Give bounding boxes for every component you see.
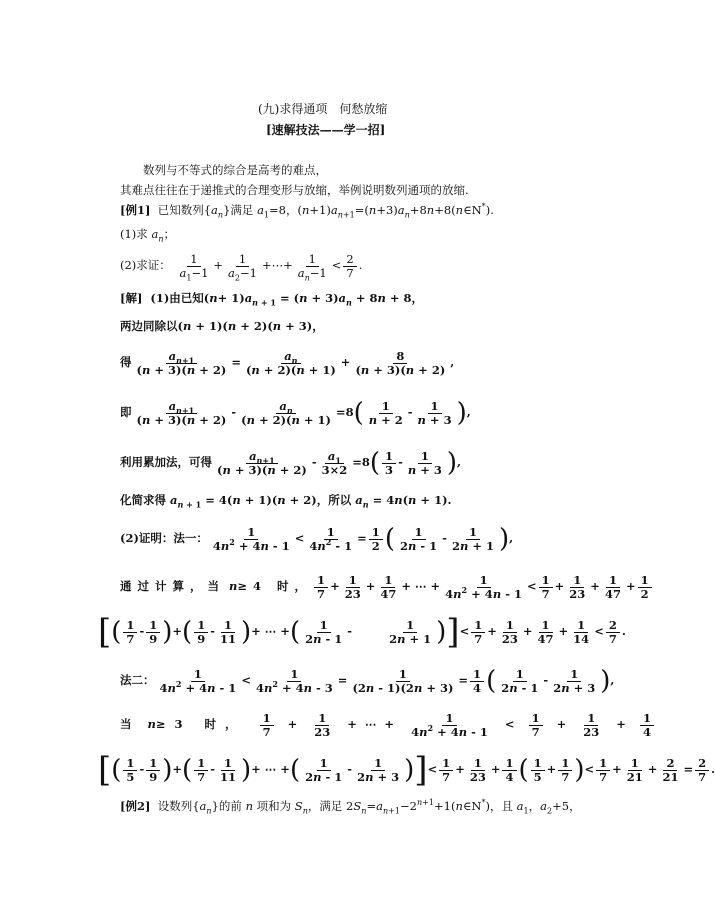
solution-label: [解]: [120, 291, 143, 305]
solution-line-3: 得 $\frac{a_{n+1}}{(n + 3)(n + 2)}$ = $\frac{a_n}{(n + 2)(n + 1)}$ + $\frac{8}{(n + 3)(n + 2)}$ ,: [120, 348, 455, 377]
example2-statement: [例2] 设数列$\{a_n\}$的前 n 项和为 $S_n$，满足 $2S_n=a_{n+1}-2^{n+1}+1(n\in N^*)$，且 $a_1$，$a_2+5$，: [120, 798, 581, 816]
solution-line-8: 通过计算，当 n≥4 时， $\frac{1}{7}$ + $\frac{1}{23}$ + $\frac{1}{47}$ + ⋯ + $\frac{1}{4n^2 + 4n - 1}$ < $\frac{1}{7}$ + $\frac{1}{23}$ + $\frac{1}{47}$ + $\frac{1}{2}$: [120, 570, 654, 602]
question-1: (1)求 $a_n$；: [120, 227, 175, 244]
intro-line-2: 其难点往往在于递推式的合理变形与放缩，举例说明数列通项的放缩.: [120, 183, 469, 197]
example2-label: [例2]: [120, 799, 151, 813]
solution-line-10: 法二： $\frac{1}{4n^2 + 4n - 1}$ < $\frac{1}{4n^2 + 4n - 3}$ = $\frac{1}{(2n - 1)(2n + 3)}$ = $\frac{1}{4}$ ( $\frac{1}{2n - 1}$ - $\frac{1}{2n + 3}$ ),: [120, 666, 615, 696]
example1-label: [例1]: [120, 203, 151, 217]
solution-line-12: [( $\frac{1}{5}$ - $\frac{1}{9}$ )+( $\frac{1}{7}$ - $\frac{1}{11}$ )+ ⋯ +( $\frac{1}{2n - 1}$ - $\frac{1}{2n + 3}$ )]< $\frac{1}{7}$ + $\frac{1}{23}$ + $\frac{1}{4}$ ( $\frac{1}{5}$ + $\frac{1}{7}$ )< $\frac{1}{7}$ + $\frac{1}{21}$ + $\frac{2}{21}$ = $\frac{2}{7}$ .: [98, 750, 715, 790]
solution-line-11: 当 n≥3 时， $\frac{1}{7}$ + $\frac{1}{23}$ + ⋯ + $\frac{1}{4n^2 + 4n - 1}$ < $\frac{1}{7}$ + $\frac{1}{23}$ + $\frac{1}{4}$: [120, 708, 656, 740]
solution-line-7: (2)证明：法一： $\frac{1}{4n^2 + 4n - 1}$ < $\frac{1}{4n^2 - 1}$ = $\frac{1}{2}$ ( $\frac{1}{2n - 1}$ - $\frac{1}{2n + 1}$ ),: [120, 524, 514, 554]
solution-line-2: 两边同除以(n + 1)(n + 2)(n + 3)，: [120, 319, 324, 333]
page-subtitle: [速解技法——学一招]: [266, 123, 386, 137]
solution-line-1: [解] (1)由已知$(n+ 1)a_{n + 1} = (n + 3)a_n + 8n + 8$，: [120, 291, 424, 308]
solution-line-9: [( $\frac{1}{7}$ - $\frac{1}{9}$ )+( $\frac{1}{9}$ - $\frac{1}{11}$ )+ ⋯ +( $\frac{1}{2n - 1}$ - $\frac{1}{2n + 1}$ )]< $\frac{1}{7}$ + $\frac{1}{23}$ + $\frac{1}{47}$ + $\frac{1}{14}$ < $\frac{2}{7}$ .: [98, 612, 626, 652]
solution-line-5: 利用累加法，可得 $\frac{a_{n+1}}{(n + 3)(n + 2)}$ - $\frac{a_1}{3\times 2}$ =8( $\frac{1}{3}$ - $\frac{1}{n + 3}$ ),: [120, 448, 462, 478]
solution-line-4: 即 $\frac{a_{n+1}}{(n + 3)(n + 2)}$ - $\frac{a_n}{(n + 2)(n + 1)}$ =8( $\frac{1}{n + 2}$ - $\frac{1}{n + 3}$ ),: [120, 398, 471, 428]
question-2: (2)求证： $\frac{1}{a_1-1}$ + $\frac{1}{a_2-1}$ +⋯+ $\frac{1}{a_n-1}$ < $\frac{2}{7}$ .: [120, 251, 363, 282]
solution-line-6: 化简求得 $a_{n + 1} = 4(n + 1)(n + 2)$，所以 $a_n = 4n(n + 1)$.: [120, 493, 452, 510]
fraction: $\frac{1}{a_1-1}$: [179, 251, 209, 282]
page-title: (九)求得通项 何愁放缩: [258, 102, 388, 116]
example1-statement: [例1] 已知数列$\{a_n\}$满足 $a_1=8$，$(n+1)a_{n+1}=(n+3)a_n+8n+8(n\in N^*)$.: [120, 202, 494, 220]
intro-line-1: 数列与不等式的综合是高考的难点，: [143, 163, 327, 177]
